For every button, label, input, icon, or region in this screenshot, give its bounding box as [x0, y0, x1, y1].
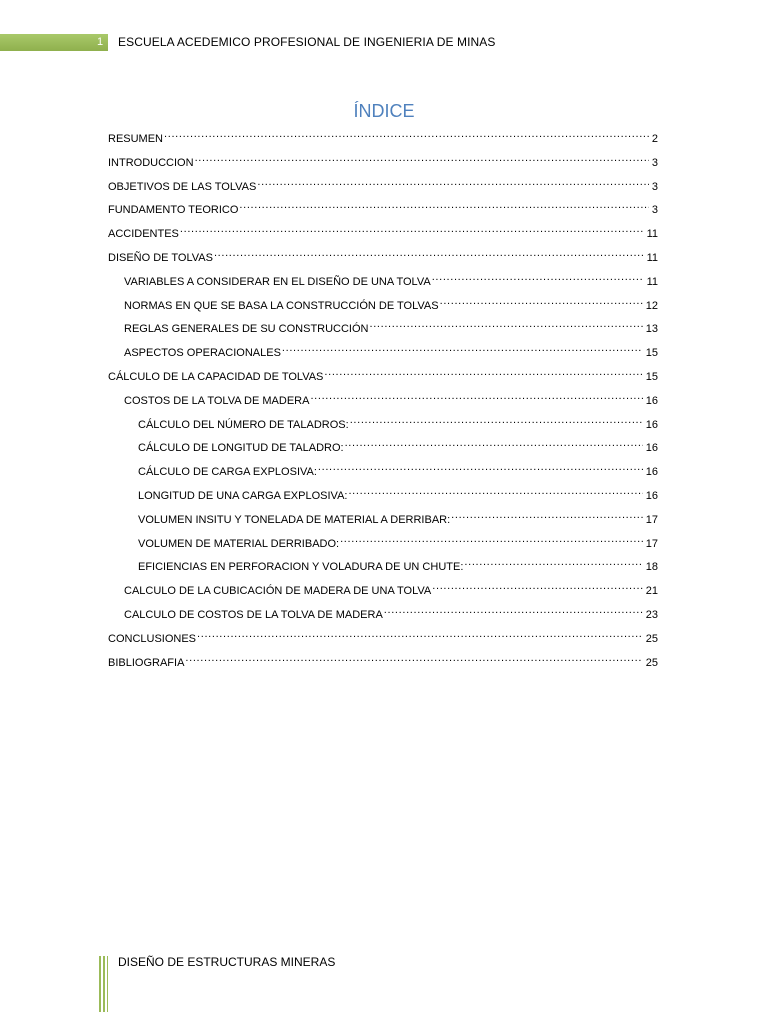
toc-entry-label: CALCULO DE LA CUBICACIÓN DE MADERA DE UNA TOLVA — [124, 585, 432, 598]
toc-entry-page: 16 — [645, 442, 658, 455]
toc-entry[interactable] — [108, 245, 658, 264]
toc-entry-label: CONCLUSIONES — [108, 632, 197, 645]
toc-entry[interactable] — [124, 340, 658, 360]
toc-entry[interactable] — [124, 602, 658, 621]
toc-entry-label: LONGITUD DE UNA CARGA EXPLOSIVA: — [138, 490, 348, 502]
toc-dot-leader — [282, 340, 643, 356]
toc-entry[interactable] — [108, 174, 658, 193]
toc-entry-page: 17 — [645, 537, 658, 550]
toc-entry-page: 2 — [651, 133, 658, 145]
toc-entry-page: 3 — [651, 204, 658, 217]
toc-dot-leader — [440, 293, 643, 309]
toc-entry[interactable] — [108, 364, 658, 383]
toc-entry-page: 12 — [645, 299, 658, 312]
page-number: 1 — [96, 36, 104, 48]
toc-entry[interactable] — [138, 554, 658, 574]
toc-entry-page: 15 — [645, 347, 658, 360]
toc-dot-leader — [432, 578, 642, 594]
toc-entry-page: 13 — [645, 323, 658, 336]
toc-entry[interactable] — [138, 459, 658, 479]
toc-entry-label: CÁLCULO DE LA CAPACIDAD DE TOLVAS — [108, 371, 324, 383]
toc-dot-leader — [318, 459, 643, 475]
toc-entry-page: 11 — [646, 275, 658, 288]
toc-entry-label: VARIABLES A CONSIDERAR EN EL DISEÑO DE UNA TOLVA — [124, 275, 431, 288]
toc-dot-leader — [350, 412, 643, 428]
toc-entry-page: 3 — [651, 156, 658, 169]
toc-entry-label: RESUMEN — [108, 133, 164, 145]
toc-dot-leader — [451, 507, 643, 523]
toc-dot-leader — [345, 435, 643, 451]
toc-entry-label: CALCULO DE COSTOS DE LA TOLVA DE MADERA — [124, 609, 383, 621]
toc-entry-page: 25 — [645, 656, 658, 669]
toc-dot-leader — [164, 126, 649, 142]
toc-entry[interactable] — [108, 197, 658, 217]
toc-dot-leader — [185, 650, 642, 666]
toc-entry-page: 11 — [646, 252, 658, 264]
toc-entry[interactable] — [138, 435, 658, 455]
footer-title: DISEÑO DE ESTRUCTURAS MINERAS — [118, 955, 336, 969]
toc-entry-page: 18 — [645, 561, 658, 574]
toc-entry[interactable] — [124, 293, 658, 312]
toc-entry[interactable] — [124, 316, 658, 336]
header-accent-bar — [0, 34, 108, 51]
toc-dot-leader — [348, 483, 642, 499]
toc-title: ÍNDICE — [353, 101, 415, 121]
toc-dot-leader — [324, 364, 642, 380]
toc-entry-label: CÁLCULO DE CARGA EXPLOSIVA: — [138, 466, 317, 479]
toc-entry[interactable] — [108, 626, 658, 645]
toc-dot-leader — [384, 602, 643, 618]
toc-entry[interactable] — [124, 269, 658, 288]
footer-accent-rules — [99, 956, 109, 1012]
toc-entry[interactable] — [138, 483, 658, 502]
toc-entry[interactable] — [108, 126, 658, 145]
toc-entry-page: 23 — [645, 609, 658, 621]
toc-dot-leader — [370, 316, 643, 332]
toc-entry-label: EFICIENCIAS EN PERFORACION Y VOLADURA DE UN CHUTE: — [138, 561, 464, 574]
toc-entry-page: 16 — [645, 466, 658, 479]
toc-entry-label: INTRODUCCION — [108, 156, 194, 169]
toc-dot-leader — [195, 150, 649, 166]
toc-entry-label: DISEÑO DE TOLVAS — [108, 252, 213, 264]
toc-entry-page: 17 — [645, 513, 658, 526]
toc-entry-label: BIBLIOGRAFIA — [108, 656, 185, 669]
toc-dot-leader — [257, 174, 649, 190]
toc-dot-leader — [239, 197, 648, 213]
toc-entry-page: 16 — [645, 394, 658, 407]
toc-entry-label: CÁLCULO DE LONGITUD DE TALADRO: — [138, 442, 344, 455]
toc-entry-page: 16 — [645, 418, 658, 431]
toc-entry-label: VOLUMEN DE MATERIAL DERRIBADO: — [138, 537, 340, 550]
toc-entry-label: COSTOS DE LA TOLVA DE MADERA — [124, 394, 310, 407]
toc-entry-label: FUNDAMENTO TEORICO — [108, 204, 239, 217]
toc-entry-label: CÁLCULO DEL NÚMERO DE TALADROS: — [138, 418, 349, 431]
toc-entry[interactable] — [108, 650, 658, 669]
toc-entry-page: 11 — [646, 228, 658, 241]
toc-entry[interactable] — [138, 507, 658, 526]
toc-dot-leader — [432, 269, 644, 285]
toc-dot-leader — [310, 388, 642, 404]
toc-entry-label: ACCIDENTES — [108, 228, 179, 241]
toc-entry-label: VOLUMEN INSITU Y TONELADA DE MATERIAL A DERRIBAR: — [138, 513, 451, 526]
toc-entry[interactable] — [124, 578, 658, 598]
toc-entry-page: 16 — [645, 490, 658, 502]
toc-entry-page: 3 — [651, 180, 658, 193]
toc-entry[interactable] — [108, 221, 658, 241]
toc-entry[interactable] — [138, 412, 658, 431]
toc-entry-page: 21 — [645, 585, 658, 598]
toc-entry[interactable] — [124, 388, 658, 407]
toc-entry[interactable] — [108, 150, 658, 169]
toc-dot-leader — [464, 554, 642, 570]
header-title: ESCUELA ACEDEMICO PROFESIONAL DE INGENIERIA DE MINAS — [118, 35, 496, 49]
toc-entry[interactable] — [138, 531, 658, 550]
toc-entry-label: REGLAS GENERALES DE SU CONSTRUCCIÓN — [124, 323, 369, 336]
toc-entry-label: NORMAS EN QUE SE BASA LA CONSTRUCCIÓN DE TOLVAS — [124, 299, 439, 312]
toc-entry-page: 25 — [645, 632, 658, 645]
toc-dot-leader — [180, 221, 644, 237]
toc-entry-label: OBJETIVOS DE LAS TOLVAS — [108, 180, 257, 193]
toc-entry-page: 15 — [645, 371, 658, 383]
toc-dot-leader — [340, 531, 643, 547]
toc-entry-label: ASPECTOS OPERACIONALES — [124, 347, 281, 360]
toc-dot-leader — [214, 245, 644, 261]
toc-dot-leader — [197, 626, 643, 642]
